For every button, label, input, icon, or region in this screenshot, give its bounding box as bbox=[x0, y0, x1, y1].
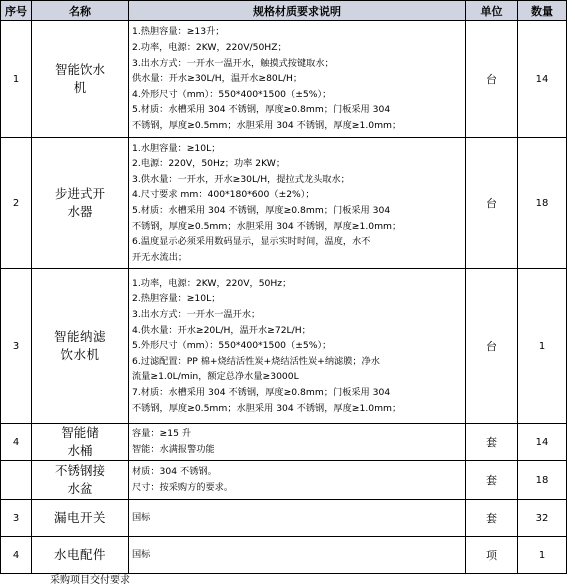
spec-line: 材质：304 不锈钢。 bbox=[132, 466, 217, 478]
spec-line: 智能：水满报警功能 bbox=[132, 444, 215, 455]
row-name-text: 智能纳滤饮水机 bbox=[53, 329, 106, 362]
table-row bbox=[1, 424, 567, 461]
footer-heading: 采购项目交付要求 bbox=[50, 575, 130, 586]
row-unit: 套 bbox=[466, 424, 518, 461]
spec-line: 4.供水量：开水≥20L/H，温开水≥72L/H； bbox=[132, 324, 311, 336]
spec-line: 容量：≥15 升 bbox=[132, 428, 192, 440]
row-spec bbox=[129, 138, 466, 269]
row-spec bbox=[129, 461, 466, 500]
row-unit: 项 bbox=[466, 537, 518, 574]
spec-line: 不锈钢，厚度≥0.5mm；水胆采用 304 不锈钢，厚度≥1.0mm； bbox=[132, 402, 402, 414]
spec-line: 1.功率，电源：2KW，220V，50Hz； bbox=[132, 277, 292, 289]
row-name-text: 不锈钢接水盆 bbox=[54, 463, 105, 496]
row-name bbox=[32, 461, 129, 500]
row-name-text: 漏电开关 bbox=[53, 510, 106, 525]
row-qty: 18 bbox=[518, 138, 567, 269]
table-row bbox=[1, 537, 567, 574]
spec-line: 5.材质：水槽采用 304 不锈钢，厚度≥0.8mm；门板采用 304 bbox=[132, 104, 391, 116]
row-name bbox=[32, 500, 129, 537]
row-name bbox=[32, 537, 129, 574]
spec-line: 2.电源：220V，50Hz；功率 2KW； bbox=[132, 158, 286, 170]
row-no: 2 bbox=[1, 138, 32, 269]
spec-line: 3.供水量：一开水，开水≥30L/H，提拉式龙头取水； bbox=[132, 173, 350, 185]
spec-line: 不锈钢，厚度≥0.5mm；水胆采用 304 不锈钢，厚度≥1.0mm； bbox=[132, 220, 402, 232]
spec-line: 流量≥1.0L/min，额定总净水量≥3000L bbox=[132, 371, 299, 383]
row-unit: 台 bbox=[466, 21, 518, 138]
spec-line: 3.出水方式：一开水一温开水，触摸式按键取水； bbox=[132, 57, 334, 69]
table-row bbox=[1, 269, 567, 424]
header-name: 名称 bbox=[32, 1, 129, 21]
spec-line: 4.尺寸要求 mm：400*180*600（±2%）； bbox=[132, 189, 315, 201]
row-spec bbox=[129, 500, 466, 537]
row-spec bbox=[129, 21, 466, 138]
row-qty: 18 bbox=[518, 461, 567, 500]
table-row bbox=[1, 138, 567, 269]
row-unit: 套 bbox=[466, 461, 518, 500]
header-unit: 单位 bbox=[466, 1, 518, 21]
row-name-text: 水电配件 bbox=[53, 547, 106, 562]
row-name bbox=[32, 424, 129, 461]
row-name bbox=[32, 138, 129, 269]
row-qty: 14 bbox=[518, 21, 567, 138]
spec-line: 国标 bbox=[132, 512, 151, 524]
row-unit: 台 bbox=[466, 138, 518, 269]
header-no: 序号 bbox=[1, 1, 32, 21]
header-qty: 数量 bbox=[518, 1, 567, 21]
spec-line: 开无水流出； bbox=[132, 251, 188, 263]
row-name-text: 智能储水桶 bbox=[61, 425, 99, 458]
table-row bbox=[1, 21, 567, 138]
row-no: 1 bbox=[1, 21, 32, 138]
row-no: 3 bbox=[1, 500, 32, 537]
row-no bbox=[1, 461, 32, 500]
table-row bbox=[1, 500, 567, 537]
table-row bbox=[1, 461, 567, 500]
row-name bbox=[32, 21, 129, 138]
row-no: 3 bbox=[1, 269, 32, 424]
spec-line: 7.材质：水槽采用 304 不锈钢，厚度≥0.8mm；门板采用 304 bbox=[132, 386, 391, 398]
spec-line: 3.出水方式：一开水一温开水； bbox=[132, 309, 261, 321]
row-name-text: 智能饮水机 bbox=[54, 62, 105, 95]
row-qty: 1 bbox=[518, 537, 567, 574]
spec-line: 1.热胆容量：≥13升； bbox=[132, 26, 225, 38]
spec-line: 国标 bbox=[132, 549, 151, 561]
row-unit: 台 bbox=[466, 269, 518, 424]
header-spec: 规格材质要求说明 bbox=[129, 1, 466, 21]
header-row bbox=[1, 1, 567, 21]
row-spec bbox=[129, 269, 466, 424]
row-name-text: 步进式开水器 bbox=[54, 186, 105, 219]
row-qty: 14 bbox=[518, 424, 567, 461]
spec-line: 5.外形尺寸（mm）：550*400*1500（±5%）； bbox=[132, 340, 332, 352]
spec-line: 不锈钢，厚度≥0.5mm；水胆采用 304 不锈钢，厚度≥1.0mm； bbox=[132, 119, 402, 131]
row-unit: 套 bbox=[466, 500, 518, 537]
spec-line: 2.热胆容量：≥10L； bbox=[132, 293, 221, 305]
row-no: 4 bbox=[1, 537, 32, 574]
row-spec bbox=[129, 537, 466, 574]
spec-line: 4.外形尺寸（mm）：550*400*1500（±5%）； bbox=[132, 88, 332, 100]
row-qty: 1 bbox=[518, 269, 567, 424]
spec-line: 5.材质：水槽采用 304 不锈钢，厚度≥0.8mm；门板采用 304 bbox=[132, 205, 391, 216]
spec-line: 2.功率，电源：2KW，220V/50HZ； bbox=[132, 42, 287, 54]
row-spec bbox=[129, 424, 466, 461]
spec-line: 6.温度显示必须采用数码显示，显示实时时间，温度，水不 bbox=[132, 236, 371, 248]
spec-line: 供水量：开水≥30L/H，温开水≥80L/H； bbox=[132, 73, 303, 85]
row-name bbox=[32, 269, 129, 424]
row-qty: 32 bbox=[518, 500, 567, 537]
spec-line: 尺寸：按采购方的要求。 bbox=[132, 482, 234, 493]
spec-line: 6.过滤配置：PP 棉+烧结活性炭+烧结活性炭+纳滤膜；净水 bbox=[132, 355, 380, 367]
spec-line: 1.水胆容量：≥10L； bbox=[132, 142, 221, 154]
row-no: 4 bbox=[1, 424, 32, 461]
